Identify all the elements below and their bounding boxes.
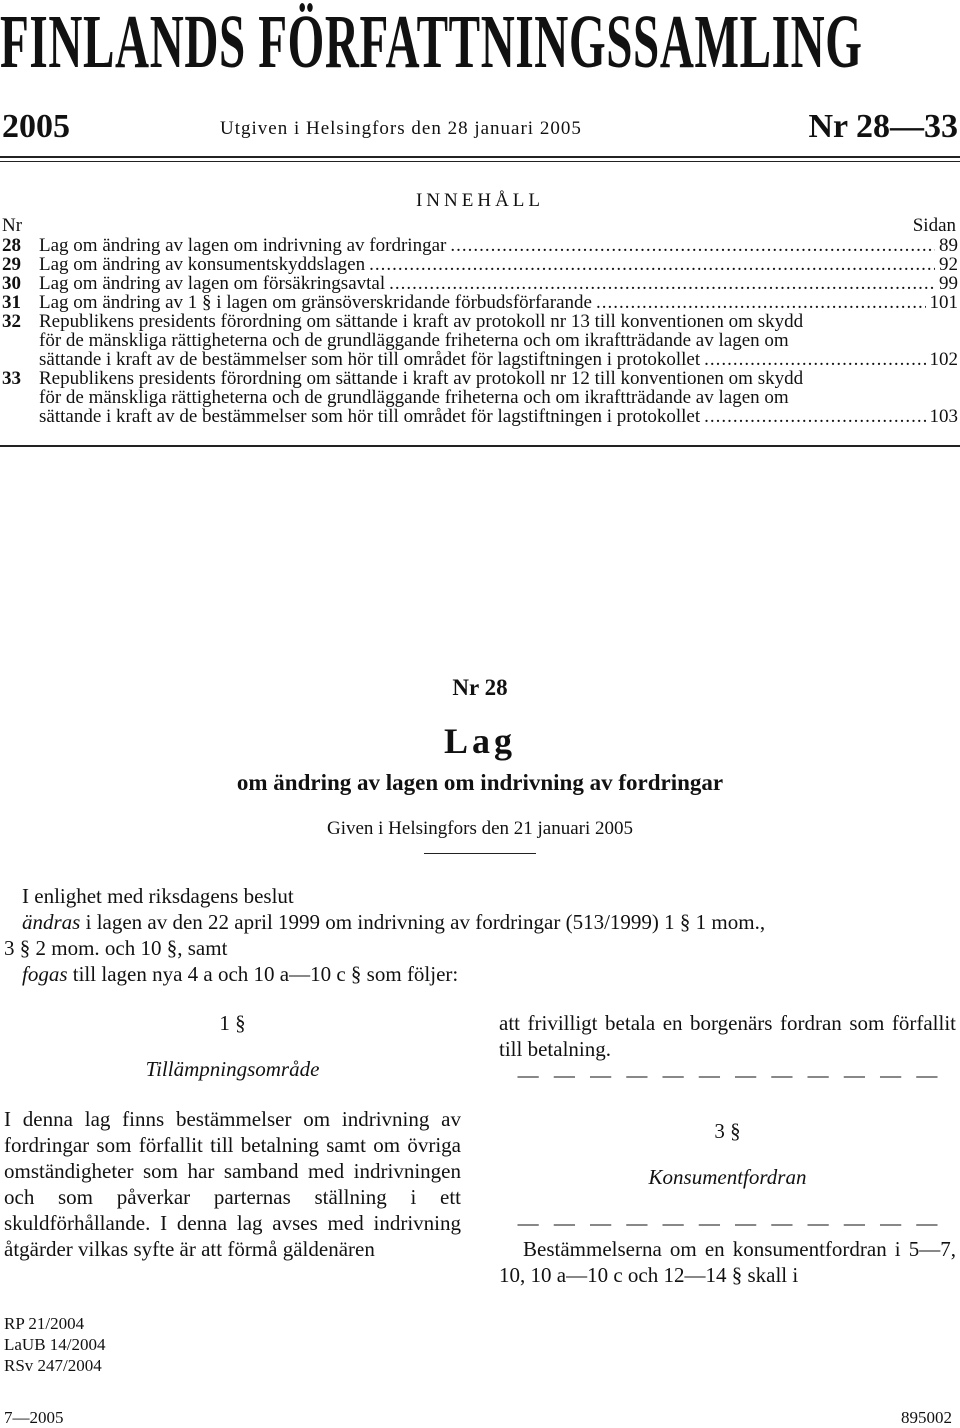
right-column bbox=[499, 1010, 956, 1288]
toc-entry-title: Lag om ändring av 1 § i lagen om gränsöverskridande förbudsförfarande bbox=[39, 292, 592, 313]
preamble-keyword: ändras bbox=[22, 910, 81, 934]
issue-number: Nr 28—33 bbox=[808, 108, 958, 145]
section-text: Bestämmelserna om en konsumentfordran i 5—7, 10, 10 a—10 c och 12—14 § skall i bbox=[499, 1237, 956, 1287]
left-column bbox=[4, 1010, 461, 1262]
toc-entry[interactable] bbox=[2, 255, 958, 274]
toc-entry[interactable] bbox=[2, 236, 958, 255]
omission-dashes: — — — — — — — — — — — — bbox=[517, 1211, 938, 1235]
preamble-keyword: fogas bbox=[22, 962, 68, 986]
preamble-line: 3 § 2 mom. och 10 §, samt bbox=[4, 936, 228, 960]
toc-divider bbox=[0, 445, 960, 447]
header-divider bbox=[0, 156, 960, 162]
toc-header bbox=[0, 215, 958, 237]
issue-year: 2005 bbox=[2, 108, 70, 145]
toc-entry-title: sättande i kraft av de bestämmelser som hör till området för lagstiftningen i protokollet bbox=[39, 349, 701, 370]
toc-entry-page: 99 bbox=[939, 273, 958, 294]
preamble-line: fogas till lagen nya 4 a och 10 a—10 c § som följer: bbox=[22, 962, 459, 986]
act-divider bbox=[424, 853, 536, 854]
toc-entry-number: 30 bbox=[2, 273, 21, 294]
toc-list bbox=[2, 236, 958, 426]
masthead-title: FINLANDS FÖRFATTNINGSSAMLING bbox=[0, 0, 863, 84]
toc-entry-title: för de mänskliga rättigheterna och de grundläggande friheterna och om ikraftträdande av lagen om bbox=[39, 330, 789, 351]
preamble bbox=[4, 883, 956, 987]
section-heading: Konsumentfordran bbox=[648, 1165, 807, 1189]
toc-entry-page: 92 bbox=[939, 254, 958, 275]
toc-entry[interactable] bbox=[2, 369, 958, 426]
act-given-date: Given i Helsingfors den 21 januari 2005 bbox=[326, 818, 634, 839]
toc-entry[interactable] bbox=[2, 274, 958, 293]
section-heading: Tillämpningsområde bbox=[145, 1057, 320, 1081]
reference-line: RP 21/2004 bbox=[4, 1314, 85, 1333]
toc-entry-title: Lag om ändring av lagen om försäkringsavtal bbox=[39, 273, 386, 294]
footer-left: 7—2005 bbox=[4, 1408, 64, 1427]
toc-entry-page: 103 bbox=[929, 406, 958, 427]
section-number: 1 § bbox=[219, 1011, 246, 1035]
section-text: I denna lag finns bestämmelser om indrivning av fordringar som förfallit till betalning samt om övriga omständigheter som har samband med indrivningen och som påverkar parternas ställning i ett skuldförhållande. I denna lag avses med indrivning åtgärder vilkas syfte är att förmå gäldenären bbox=[4, 1107, 461, 1261]
toc-entry-title: Lag om ändring av lagen om indrivning av fordringar bbox=[39, 235, 447, 256]
legislative-references bbox=[4, 1313, 106, 1376]
toc-entry-page: 101 bbox=[929, 292, 958, 313]
toc-col-nr: Nr bbox=[2, 215, 23, 236]
toc-entry-page: 102 bbox=[929, 349, 958, 370]
act-number: Nr 28 bbox=[452, 675, 508, 700]
omission-dashes: — — — — — — — — — — — — bbox=[517, 1063, 938, 1087]
section-number: 3 § bbox=[714, 1119, 741, 1143]
toc-entry-number: 29 bbox=[2, 254, 21, 275]
toc-entry-number: 33 bbox=[2, 368, 21, 389]
toc-entry-title: Republikens presidents förordning om sättande i kraft av protokoll nr 12 till konventionen om skydd bbox=[39, 368, 804, 389]
reference-line: LaUB 14/2004 bbox=[4, 1335, 106, 1354]
toc-entry-title: Republikens presidents förordning om sättande i kraft av protokoll nr 13 till konventionen om skydd bbox=[39, 311, 804, 332]
preamble-line: I enlighet med riksdagens beslut bbox=[22, 884, 294, 908]
footer-right: 895002 bbox=[901, 1408, 952, 1427]
preamble-line: ändras i lagen av den 22 april 1999 om indrivning av fordringar (513/1999) 1 § 1 mom., bbox=[22, 910, 766, 934]
toc-entry-number: 32 bbox=[2, 311, 21, 332]
issue-date: Utgiven i Helsingfors den 28 januari 2005 bbox=[220, 118, 582, 139]
issue-row bbox=[0, 108, 958, 152]
reference-line: RSv 247/2004 bbox=[4, 1356, 102, 1375]
toc-entry[interactable] bbox=[2, 293, 958, 312]
toc-title: INNEHÅLL bbox=[415, 190, 545, 211]
toc-entry-title: sättande i kraft av de bestämmelser som hör till området för lagstiftningen i protokollet bbox=[39, 406, 701, 427]
act-type: Lag bbox=[443, 721, 516, 761]
act-title: om ändring av lagen om indrivning av fordringar bbox=[236, 770, 724, 795]
toc-entry-page: 89 bbox=[939, 235, 958, 256]
toc-entry-title: Lag om ändring av konsumentskyddslagen bbox=[39, 254, 366, 275]
toc-entry-title: för de mänskliga rättigheterna och de grundläggande friheterna och om ikraftträdande av lagen om bbox=[39, 387, 789, 408]
toc-entry[interactable] bbox=[2, 312, 958, 369]
section-text: att frivilligt betala en borgenärs fordran som förfallit till betalning. bbox=[499, 1011, 956, 1061]
toc-entry-number: 28 bbox=[2, 235, 21, 256]
toc-entry-number: 31 bbox=[2, 292, 21, 313]
toc-col-page: Sidan bbox=[912, 215, 956, 236]
